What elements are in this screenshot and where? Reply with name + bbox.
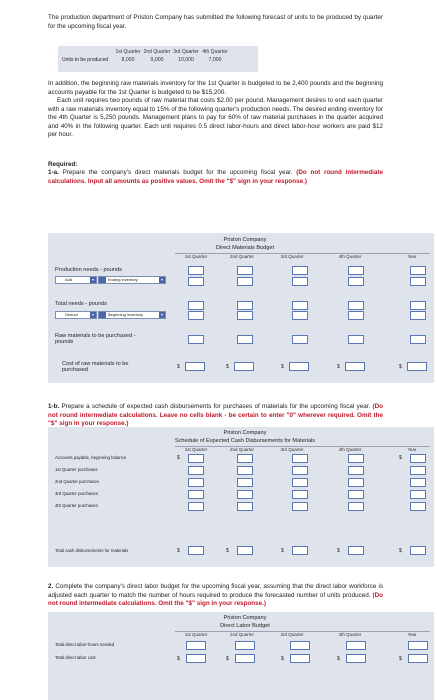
dm-amount-input[interactable]: [237, 277, 253, 286]
dm-raw-purchased-label: Raw materials to be purchased - pounds: [55, 333, 136, 345]
dm-amount-input[interactable]: [410, 266, 426, 275]
forecast-header: 4th Quarter: [202, 49, 228, 55]
dl-hours-input[interactable]: [235, 641, 255, 650]
cd-amount-input[interactable]: [348, 466, 364, 475]
cd-amount-input[interactable]: [292, 502, 308, 511]
cd-amount-input[interactable]: [237, 478, 253, 487]
dl-col-header: Year: [407, 632, 417, 637]
dm-ending-inventory-dropdown[interactable]: [98, 276, 166, 284]
dl-row-label: Total direct labor cost: [55, 655, 96, 660]
cd-amount-input[interactable]: [410, 466, 426, 475]
dl-dollar-sign: $: [281, 656, 284, 662]
cd-total-input[interactable]: [292, 546, 308, 555]
dm-cost-input[interactable]: [407, 362, 427, 371]
dm-amount-input[interactable]: [348, 301, 364, 310]
dm-amount-input[interactable]: [292, 301, 308, 310]
cd-amount-input[interactable]: [188, 490, 204, 499]
dm-deduct-dropdown[interactable]: [55, 311, 97, 319]
dm-cost-input[interactable]: [234, 362, 254, 371]
dm-deduct-label: Deduct: [65, 312, 78, 317]
cd-total-input[interactable]: [237, 546, 253, 555]
question-number: 1-b.: [48, 403, 60, 410]
dl-col-header: 2nd Quarter: [229, 632, 254, 637]
cd-amount-input[interactable]: [410, 454, 426, 463]
dm-cost-input[interactable]: [289, 362, 309, 371]
cd-amount-input[interactable]: [188, 478, 204, 487]
dm-dollar-sign: $: [399, 364, 402, 370]
question-note: (Do not round intermediate calculations. Leave no cells blank - be certain to enter "0" wherever required. Omit the "$" sign in your response.): [48, 403, 384, 428]
dm-amount-input[interactable]: [348, 266, 364, 275]
dm-amount-input[interactable]: [410, 277, 426, 286]
cd-row-label: Accounts payable, beginning balance: [55, 455, 127, 460]
dm-dollar-sign: $: [337, 364, 340, 370]
cd-amount-input[interactable]: [237, 490, 253, 499]
dl-col-header: 3rd Quarter: [280, 632, 304, 637]
dm-add-dropdown[interactable]: [55, 276, 97, 284]
question-number: 1-a.: [48, 169, 59, 176]
dm-amount-input[interactable]: [237, 335, 253, 344]
question-1b: [48, 403, 383, 429]
cd-dollar-sign: $: [226, 548, 229, 554]
cd-col-header: 4th Quarter: [338, 447, 362, 452]
dl-hours-input[interactable]: [186, 641, 206, 650]
dm-company-name: Priston Company: [223, 237, 267, 243]
inventory-paragraph: In addition, the beginning raw materials inventory for the 1st Quarter is budgeted to be 2,400 pounds and the beginning accounts payable for the 1st Quarter is budgeted to be $15,200.: [48, 80, 383, 96]
intro-paragraph: The production department of Priston Company has submitted the following forecast of units to be produced by quarter for the upcoming fiscal year.: [48, 14, 383, 30]
cd-col-header: 1st Quarter: [184, 447, 208, 452]
chevron-down-icon: ▾: [160, 312, 163, 317]
dm-amount-input[interactable]: [292, 277, 308, 286]
dl-hours-input[interactable]: [346, 641, 366, 650]
dm-amount-input[interactable]: [292, 266, 308, 275]
required-heading: Required:: [48, 161, 78, 168]
cd-row-label: 3rd Quarter purchases: [55, 491, 98, 496]
dm-production-needs-label: Production needs - pounds: [55, 267, 122, 273]
cd-company-name: Priston Company: [223, 430, 267, 436]
dm-amount-input[interactable]: [188, 301, 204, 310]
dm-col-header: 3rd Quarter: [280, 254, 304, 259]
dl-cost-input[interactable]: [408, 654, 428, 663]
dl-hours-input[interactable]: [408, 641, 428, 650]
dl-company-name: Priston Company: [223, 615, 267, 621]
dm-table-title: Direct Materials Budget: [215, 245, 275, 251]
dm-total-needs-label: Total needs - pounds: [55, 301, 107, 307]
dm-amount-input[interactable]: [348, 335, 364, 344]
dm-cost-input[interactable]: [185, 362, 205, 371]
cd-dollar-sign: $: [281, 548, 284, 554]
dl-cost-input[interactable]: [235, 654, 255, 663]
dl-cost-input[interactable]: [346, 654, 366, 663]
forecast-value: 8,000: [121, 57, 135, 63]
dl-cost-input[interactable]: [186, 654, 206, 663]
dm-amount-input[interactable]: [188, 311, 204, 320]
assumptions-paragraph: Each unit requires two pounds of raw material that costs $2.00 per pound. Management desires to end each quarter with a raw materials inventory equal to 15% of the following quarter's production needs. The desired ending inventory for the 4th Quarter is 5,250 pounds. Management plans to pay for 60% of raw material purchases in the quarter acquired and 40% in the following quarter. Each unit requires 0.5 direct labor-hours and direct labor-hour workers are paid $12 per hour.: [48, 97, 384, 139]
dm-add-label: Add: [65, 277, 73, 282]
cd-amount-input[interactable]: [188, 502, 204, 511]
question-text: Prepare the company's direct materials budget for the upcoming fiscal year.: [62, 169, 293, 176]
question-2: [48, 583, 383, 609]
dm-beginning-inventory-dropdown[interactable]: [98, 311, 166, 319]
cd-total-input[interactable]: [188, 546, 204, 555]
cd-amount-input[interactable]: [292, 478, 308, 487]
cd-dollar-sign: $: [399, 548, 402, 554]
dm-cost-input[interactable]: [345, 362, 365, 371]
dm-cost-label: Cost of raw materials to be purchased: [62, 361, 129, 373]
dl-col-header: 4th Quarter: [338, 632, 362, 637]
question-1a: [48, 169, 383, 186]
cd-amount-input[interactable]: [292, 454, 308, 463]
cd-amount-input[interactable]: [348, 490, 364, 499]
dm-col-header: Year: [407, 254, 417, 259]
dm-amount-input[interactable]: [188, 277, 204, 286]
cd-amount-input[interactable]: [292, 490, 308, 499]
cd-amount-input[interactable]: [237, 466, 253, 475]
cd-dollar-sign: $: [399, 455, 402, 461]
cd-amount-input[interactable]: [237, 502, 253, 511]
cd-total-label: Total cash disbursements for materials: [55, 548, 129, 553]
dm-amount-input[interactable]: [348, 311, 364, 320]
dm-amount-input[interactable]: [188, 266, 204, 275]
dm-col-header: 4th Quarter: [338, 254, 362, 259]
cd-amount-input[interactable]: [188, 466, 204, 475]
cd-col-header: 3rd Quarter: [280, 447, 304, 452]
dm-amount-input[interactable]: [237, 311, 253, 320]
dm-amount-input[interactable]: [188, 335, 204, 344]
cd-dollar-sign: $: [177, 455, 180, 461]
cd-table-title: Schedule of Expected Cash Disbursements for Materials: [174, 438, 316, 444]
forecast-header: 3rd Quarter: [173, 49, 199, 55]
cd-row-label: 2nd Quarter purchases: [55, 479, 99, 484]
cd-dollar-sign: $: [337, 548, 340, 554]
chevron-down-icon: ▾: [91, 277, 94, 282]
cd-amount-input[interactable]: [410, 502, 426, 511]
question-text: Complete the company's direct labor budget for the upcoming fiscal year, assuming that the direct labor workforce is adjusted each quarter to match the number of hours required to produce the forecasted number of units produced.: [48, 583, 384, 599]
dm-col-header: 1st Quarter: [184, 254, 208, 259]
forecast-header: 2nd Quarter: [143, 49, 171, 55]
question-number: 2.: [48, 583, 54, 590]
dl-row-label: Total direct labor-hours needed: [55, 642, 115, 647]
dm-amount-input[interactable]: [348, 277, 364, 286]
cd-dollar-sign: $: [177, 548, 180, 554]
dm-amount-input[interactable]: [292, 335, 308, 344]
dm-amount-input[interactable]: [410, 311, 426, 320]
dm-amount-input[interactable]: [237, 301, 253, 310]
cd-total-input[interactable]: [410, 546, 426, 555]
question-text: Prepare a schedule of expected cash disbursements for purchases of materials for the upcoming fiscal year.: [61, 403, 371, 410]
cd-amount-input[interactable]: [348, 454, 364, 463]
forecast-value: 7,000: [208, 57, 222, 63]
dl-dollar-sign: $: [399, 656, 402, 662]
dm-dollar-sign: $: [281, 364, 284, 370]
cd-col-header: Year: [407, 447, 417, 452]
dl-dollar-sign: $: [177, 656, 180, 662]
forecast-row-label: Units to be produced: [62, 57, 109, 63]
dl-cost-input[interactable]: [290, 654, 310, 663]
dl-col-header: 1st Quarter: [184, 632, 208, 637]
chevron-down-icon: ▾: [160, 277, 163, 282]
cd-amount-input[interactable]: [348, 478, 364, 487]
dl-hours-input[interactable]: [290, 641, 310, 650]
cd-total-input[interactable]: [348, 546, 364, 555]
question-note: (Do not round intermediate calculations. Input all amounts as positive values. Omit the "$" sign in your response.): [48, 169, 384, 185]
dm-amount-input[interactable]: [237, 266, 253, 275]
square-icon: [99, 312, 106, 318]
cd-amount-input[interactable]: [410, 490, 426, 499]
cd-amount-input[interactable]: [237, 454, 253, 463]
dm-ending-inventory-label: Ending inventory: [108, 277, 138, 282]
cd-row-label: 1st Quarter purchases: [55, 467, 98, 472]
cd-amount-input[interactable]: [292, 466, 308, 475]
cd-amount-input[interactable]: [188, 454, 204, 463]
dl-table-title: Direct Labor Budget: [220, 623, 270, 629]
forecast-header: 1st Quarter: [115, 49, 141, 55]
dm-dollar-sign: $: [177, 364, 180, 370]
square-icon: [99, 277, 106, 283]
dm-dollar-sign: $: [226, 364, 229, 370]
question-note: (Do not round intermediate calculations. Omit the "$" sign in your response.): [48, 591, 384, 608]
cd-amount-input[interactable]: [410, 478, 426, 487]
dm-col-header: 2nd Quarter: [229, 254, 254, 259]
dl-dollar-sign: $: [226, 656, 229, 662]
dm-amount-input[interactable]: [410, 301, 426, 310]
dl-dollar-sign: $: [337, 656, 340, 662]
chevron-down-icon: ▾: [91, 312, 94, 317]
cd-col-header: 2nd Quarter: [229, 447, 254, 452]
cd-row-label: 4th Quarter purchases: [55, 503, 98, 508]
dm-amount-input[interactable]: [292, 311, 308, 320]
forecast-value: 10,000: [178, 57, 194, 63]
dm-beginning-inventory-label: Beginning inventory: [108, 312, 144, 317]
dm-amount-input[interactable]: [410, 335, 426, 344]
cd-amount-input[interactable]: [348, 502, 364, 511]
forecast-value: 9,000: [150, 57, 164, 63]
